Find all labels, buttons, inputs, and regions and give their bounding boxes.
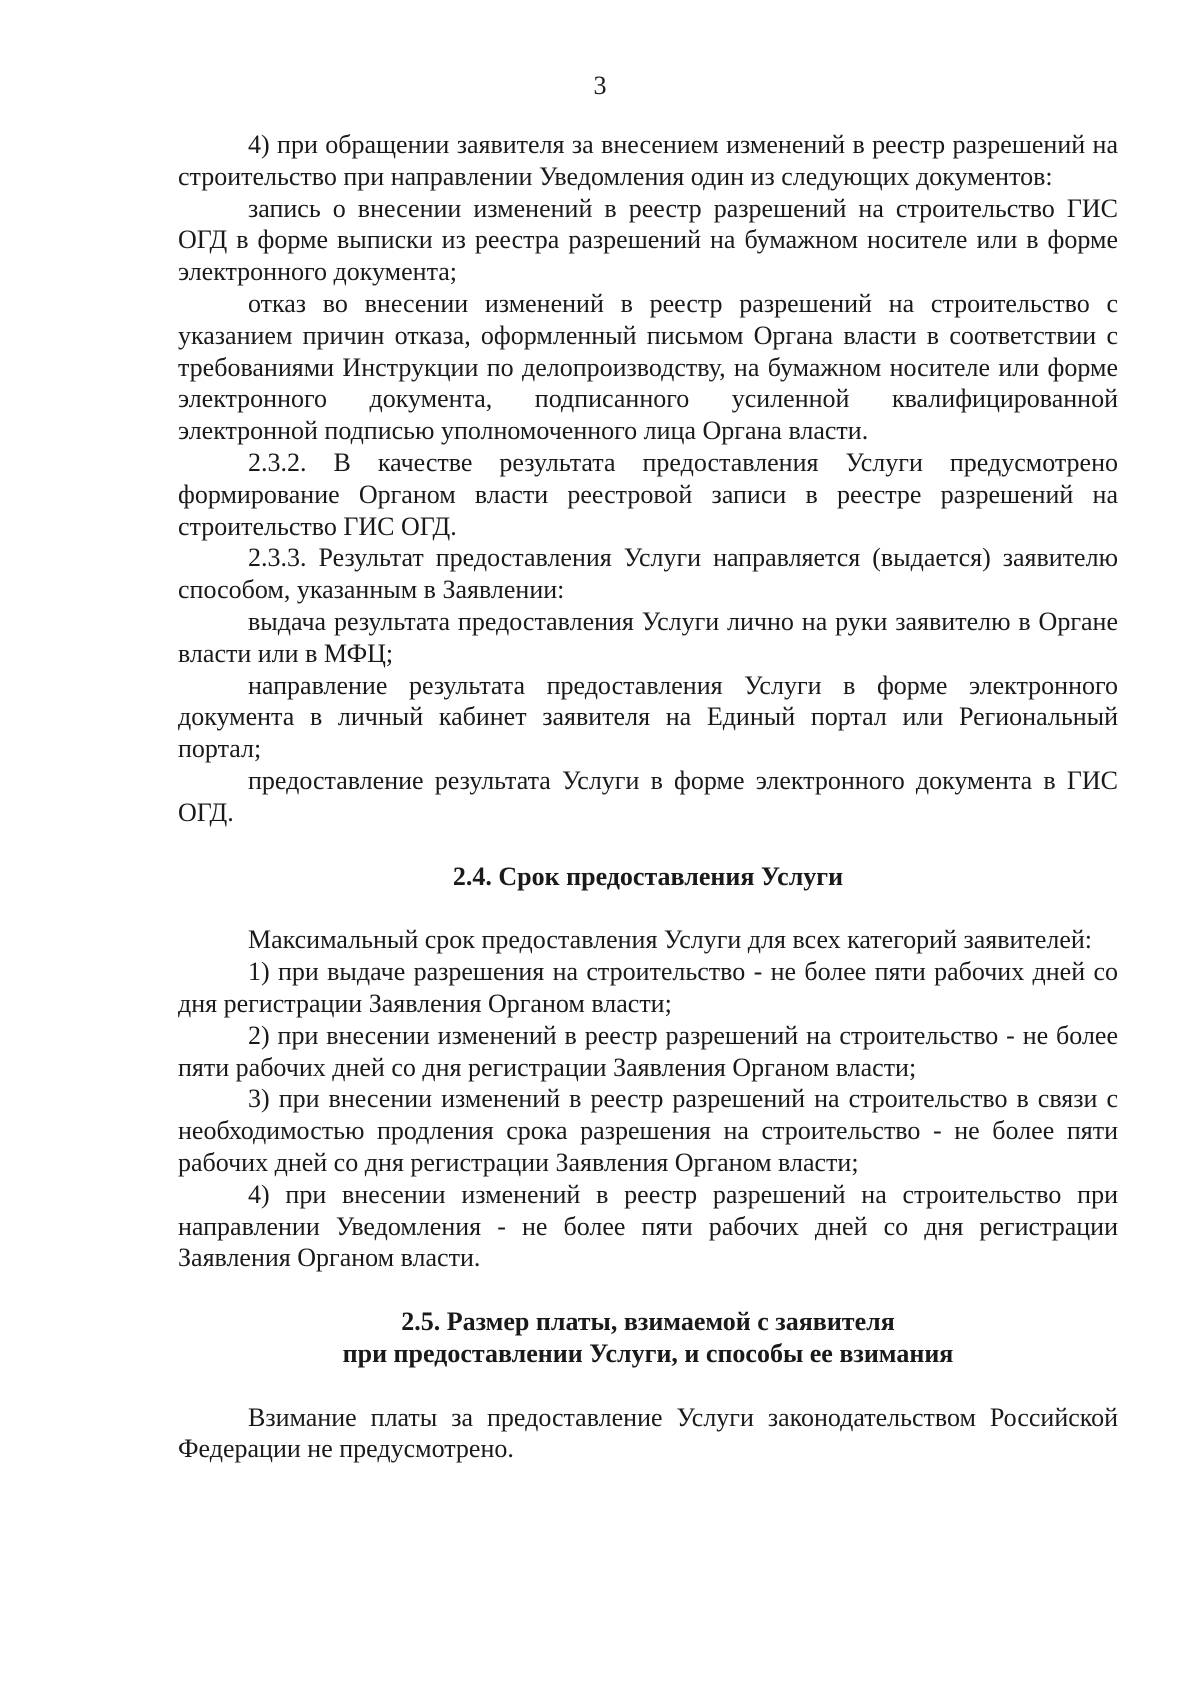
paragraph: выдача результата предоставления Услуги лично на руки заявителю в Органе власти или в МФЦ; — [178, 606, 1118, 668]
paragraph: 1) при выдаче разрешения на строительство - не более пяти рабочих дней со дня регистрации Заявления Органом власти; — [178, 957, 1118, 1018]
paragraph: 2.3.3. Результат предоставления Услуги направляется (выдается) заявителю способом, указанным в Заявлении: — [178, 543, 1118, 605]
paragraph: 2) при внесении изменений в реестр разрешений на строительство - не более пяти рабочих дней со дня регистрации Заявления Органом власти; — [178, 1020, 1118, 1082]
paragraph: направление результата предоставления Услуги в форме электронного документа в личный кабинет заявителя на Единый портал или Региональный портал; — [178, 670, 1118, 764]
page-number: 3 — [593, 71, 607, 100]
section-heading-2-5-line-1: 2.5. Размер платы, взимаемой с заявителя — [401, 1307, 895, 1337]
paragraph: запись о внесении изменений в реестр разрешений на строительство ГИС ОГД в форме выписки из реестра разрешений на бумажном носителе или в форме электронного документа; — [178, 193, 1118, 287]
section-heading-2-5-line-2: при предоставлении Услуги, и способы ее взимания — [342, 1338, 954, 1368]
paragraph: отказ во внесении изменений в реестр разрешений на строительство с указанием причин отказа, оформленный письмом Органа власти в соответствии с требованиями Инструкции по делопроизводству, на бумажном носителе или форме электронного документа, подписанного усиленной квалифицированной электронной подписью уполномоченного лица Органа власти. — [178, 288, 1118, 446]
paragraph: 4) при внесении изменений в реестр разрешений на строительство при направлении Уведомления - не более пяти рабочих дней со дня регистрации Заявления Органом власти. — [178, 1179, 1118, 1273]
paragraph: Максимальный срок предоставления Услуги для всех категорий заявителей: — [248, 925, 1093, 955]
section-heading-2-4: 2.4. Срок предоставления Услуги — [452, 861, 844, 891]
document-body — [178, 129, 1118, 1465]
paragraph: Взимание платы за предоставление Услуги законодательством Российской Федерации не предусмотрено. — [178, 1402, 1118, 1464]
paragraph: 4) при обращении заявителя за внесением изменений в реестр разрешений на строительство при направлении Уведомления один из следующих документов: — [178, 130, 1118, 191]
paragraph: 2.3.2. В качестве результата предоставления Услуги предусмотрено формирование Органом власти реестровой записи в реестре разрешений на строительство ГИС ОГД. — [178, 447, 1118, 541]
paragraph: предоставление результата Услуги в форме электронного документа в ГИС ОГД. — [178, 765, 1118, 827]
paragraph: 3) при внесении изменений в реестр разрешений на строительство в связи с необходимостью продления срока разрешения на строительство - не более пяти рабочих дней со дня регистрации Заявления Органом власти; — [178, 1084, 1118, 1177]
section-heading-2-5 — [178, 1306, 1118, 1370]
